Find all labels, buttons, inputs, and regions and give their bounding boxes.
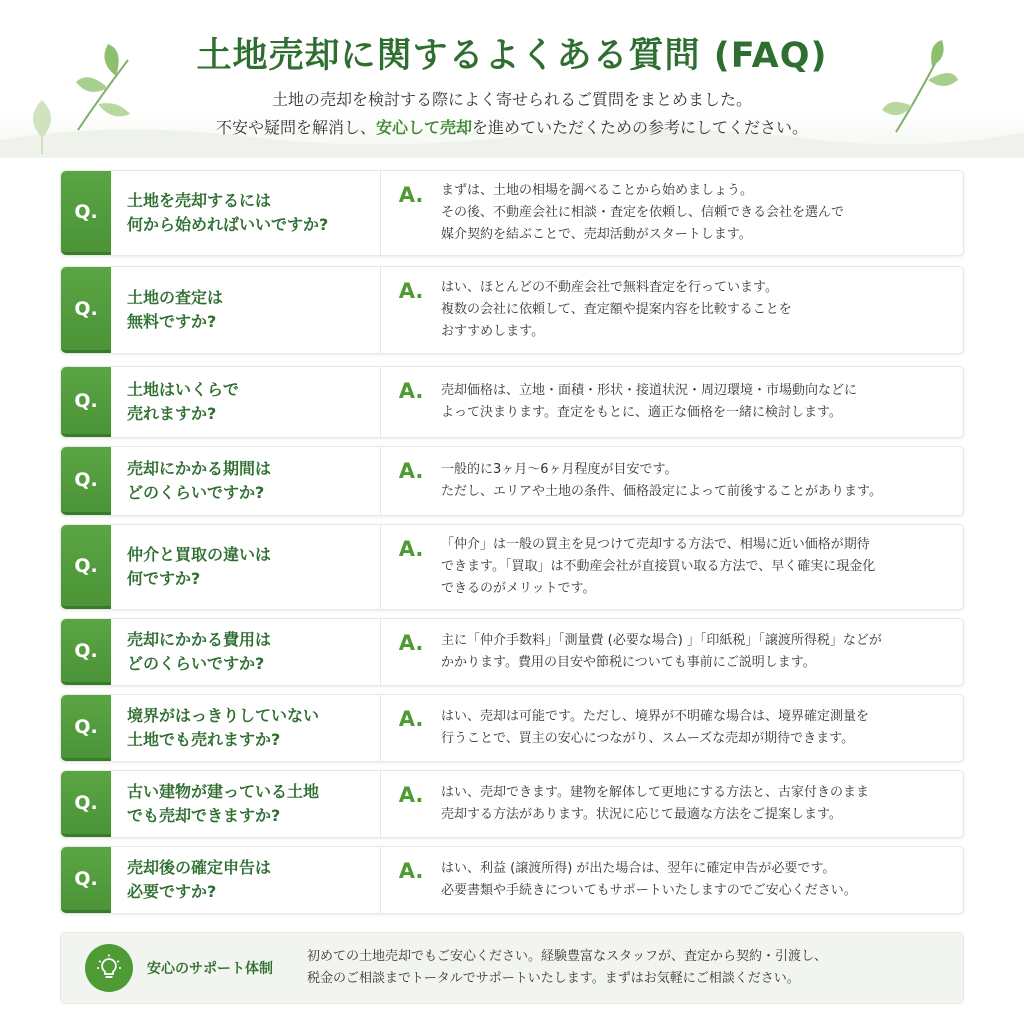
question-text: [111, 447, 381, 515]
a-mark: A.: [398, 459, 424, 483]
question-text: [111, 171, 381, 255]
answer-text: [441, 695, 963, 761]
question-line: 無料ですか?: [127, 312, 217, 331]
question-line: 何ですか?: [127, 569, 201, 588]
question-text: [111, 525, 381, 609]
a-mark: A.: [398, 279, 424, 303]
q-badge: Q.: [61, 847, 111, 913]
q-badge: Q.: [61, 771, 111, 837]
faq-item: [60, 618, 964, 686]
q-badge: Q.: [61, 367, 111, 437]
answer-line: 売却価格は、立地・面積・形状・接道状況・周辺環境・市場動向などに: [441, 383, 858, 398]
a-mark: A.: [398, 859, 424, 883]
answer-line: 主に「仲介手数料」「測量費 (必要な場合) 」「印紙税」「譲渡所得税」などが: [441, 633, 882, 648]
question-text: [111, 771, 381, 837]
a-mark: A.: [398, 537, 424, 561]
answer-text: [441, 171, 963, 255]
answer-line: できるのがメリットです。: [441, 581, 596, 596]
faq-item: [60, 366, 964, 438]
question-line: どのくらいですか?: [127, 483, 265, 502]
answer-line: 行うことで、買主の安心につながり、スムーズな売却が期待できます。: [441, 731, 855, 746]
faq-item: [60, 524, 964, 610]
faq-item: [60, 694, 964, 762]
answer-line: ただし、エリアや土地の条件、価格設定によって前後することがあります。: [441, 484, 882, 499]
answer-line: 「仲介」は一般の買主を見つけて売却する方法で、相場に近い価格が期待: [441, 537, 870, 552]
q-badge: Q.: [61, 267, 111, 353]
answer-line: はい、ほとんどの不動産会社で無料査定を行っています。: [441, 280, 778, 295]
q-badge: Q.: [61, 447, 111, 515]
question-line: 売れますか?: [127, 404, 217, 423]
page-title: 土地売却に関するよくある質問 (FAQ): [196, 36, 828, 76]
support-line2: 税金のご相談までトータルでサポートいたします。まずはお気軽にご相談ください。: [307, 971, 800, 986]
answer-line: 複数の会社に依頼して、査定額や提案内容を比較することを: [441, 302, 792, 317]
subtitle-highlight: 安心して売却: [375, 118, 472, 137]
question-line: 土地の査定は: [127, 288, 224, 307]
faq-item: [60, 170, 964, 256]
q-badge: Q.: [61, 171, 111, 255]
answer-text: [441, 619, 963, 685]
answer-line: はい、売却は可能です。ただし、境界が不明確な場合は、境界確定測量を: [441, 709, 869, 724]
answer-text: [441, 367, 963, 437]
question-line: どのくらいですか?: [127, 654, 265, 673]
support-panel: [60, 932, 964, 1004]
header: [0, 0, 1024, 158]
question-line: 何から始めればいいですか?: [127, 215, 329, 234]
support-title: 安心のサポート体制: [147, 961, 273, 977]
question-line: 土地はいくらで: [127, 380, 239, 399]
question-line: 必要ですか?: [127, 882, 217, 901]
answer-line: まずは、土地の相場を調べることから始めましょう。: [441, 183, 754, 198]
q-badge: Q.: [61, 525, 111, 609]
answer-text: [441, 447, 963, 515]
question-text: [111, 267, 381, 353]
question-line: 土地を売却するには: [127, 191, 272, 210]
answer-line: はい、売却できます。建物を解体して更地にする方法と、古家付きのまま: [441, 785, 869, 800]
question-line: 土地でも売れますか?: [127, 730, 281, 749]
answer-line: 一般的に3ヶ月〜6ヶ月程度が目安です。: [441, 462, 678, 477]
answer-line: 媒介契約を結ぶことで、売却活動がスタートします。: [441, 227, 752, 242]
answer-line: よって決まります。査定をもとに、適正な価格を一緒に検討します。: [441, 405, 842, 420]
faq-item: [60, 446, 964, 516]
answer-line: はい、利益 (譲渡所得) が出た場合は、翌年に確定申告が必要です。: [441, 861, 836, 876]
a-mark: A.: [398, 707, 424, 731]
a-mark: A.: [398, 631, 424, 655]
question-line: 売却後の確定申告は: [127, 858, 272, 877]
a-mark: A.: [398, 183, 424, 207]
question-text: [111, 619, 381, 685]
subtitle-line2-post: を進めていただくための参考にしてください。: [472, 118, 809, 137]
question-text: [111, 695, 381, 761]
question-line: 売却にかかる費用は: [127, 630, 272, 649]
answer-text: [441, 847, 963, 913]
answer-line: おすすめします。: [441, 324, 545, 339]
lightbulb-icon: [85, 944, 133, 992]
support-line1: 初めての土地売却でもご安心ください。経験豊富なスタッフが、査定から契約・引渡し、: [307, 949, 828, 964]
answer-line: 必要書類や手続きについてもサポートいたしますのでご安心ください。: [441, 883, 857, 898]
a-mark: A.: [398, 379, 424, 403]
subtitle-line2: [0, 114, 1024, 142]
question-line: 仲介と買取の違いは: [127, 545, 272, 564]
subtitle-line2-pre: 不安や疑問を解消し、: [215, 118, 376, 137]
question-line: 境界がはっきりしていない: [127, 706, 320, 725]
subtitle-line1: 土地の売却を検討する際によく寄せられるご質問をまとめました。: [271, 90, 752, 109]
question-line: 古い建物が建っている土地: [127, 782, 320, 801]
answer-line: 売却する方法があります。状況に応じて最適な方法をご提案します。: [441, 807, 842, 822]
faq-item: [60, 770, 964, 838]
answer-line: できます。「買取」は不動産会社が直接買い取る方法で、早く確実に現金化: [441, 559, 876, 574]
faq-item: [60, 266, 964, 354]
question-text: [111, 367, 381, 437]
q-badge: Q.: [61, 695, 111, 761]
faq-item: [60, 846, 964, 914]
question-line: 売却にかかる期間は: [127, 459, 272, 478]
support-text: [307, 946, 827, 990]
question-text: [111, 847, 381, 913]
answer-text: [441, 771, 963, 837]
answer-line: その後、不動産会社に相談・査定を依頼し、信頼できる会社を選んで: [441, 205, 845, 220]
question-line: でも売却できますか?: [127, 806, 281, 825]
answer-text: [441, 525, 963, 609]
a-mark: A.: [398, 783, 424, 807]
answer-text: [441, 267, 963, 353]
q-badge: Q.: [61, 619, 111, 685]
answer-line: かかります。費用の目安や節税についても事前にご説明します。: [441, 655, 816, 670]
